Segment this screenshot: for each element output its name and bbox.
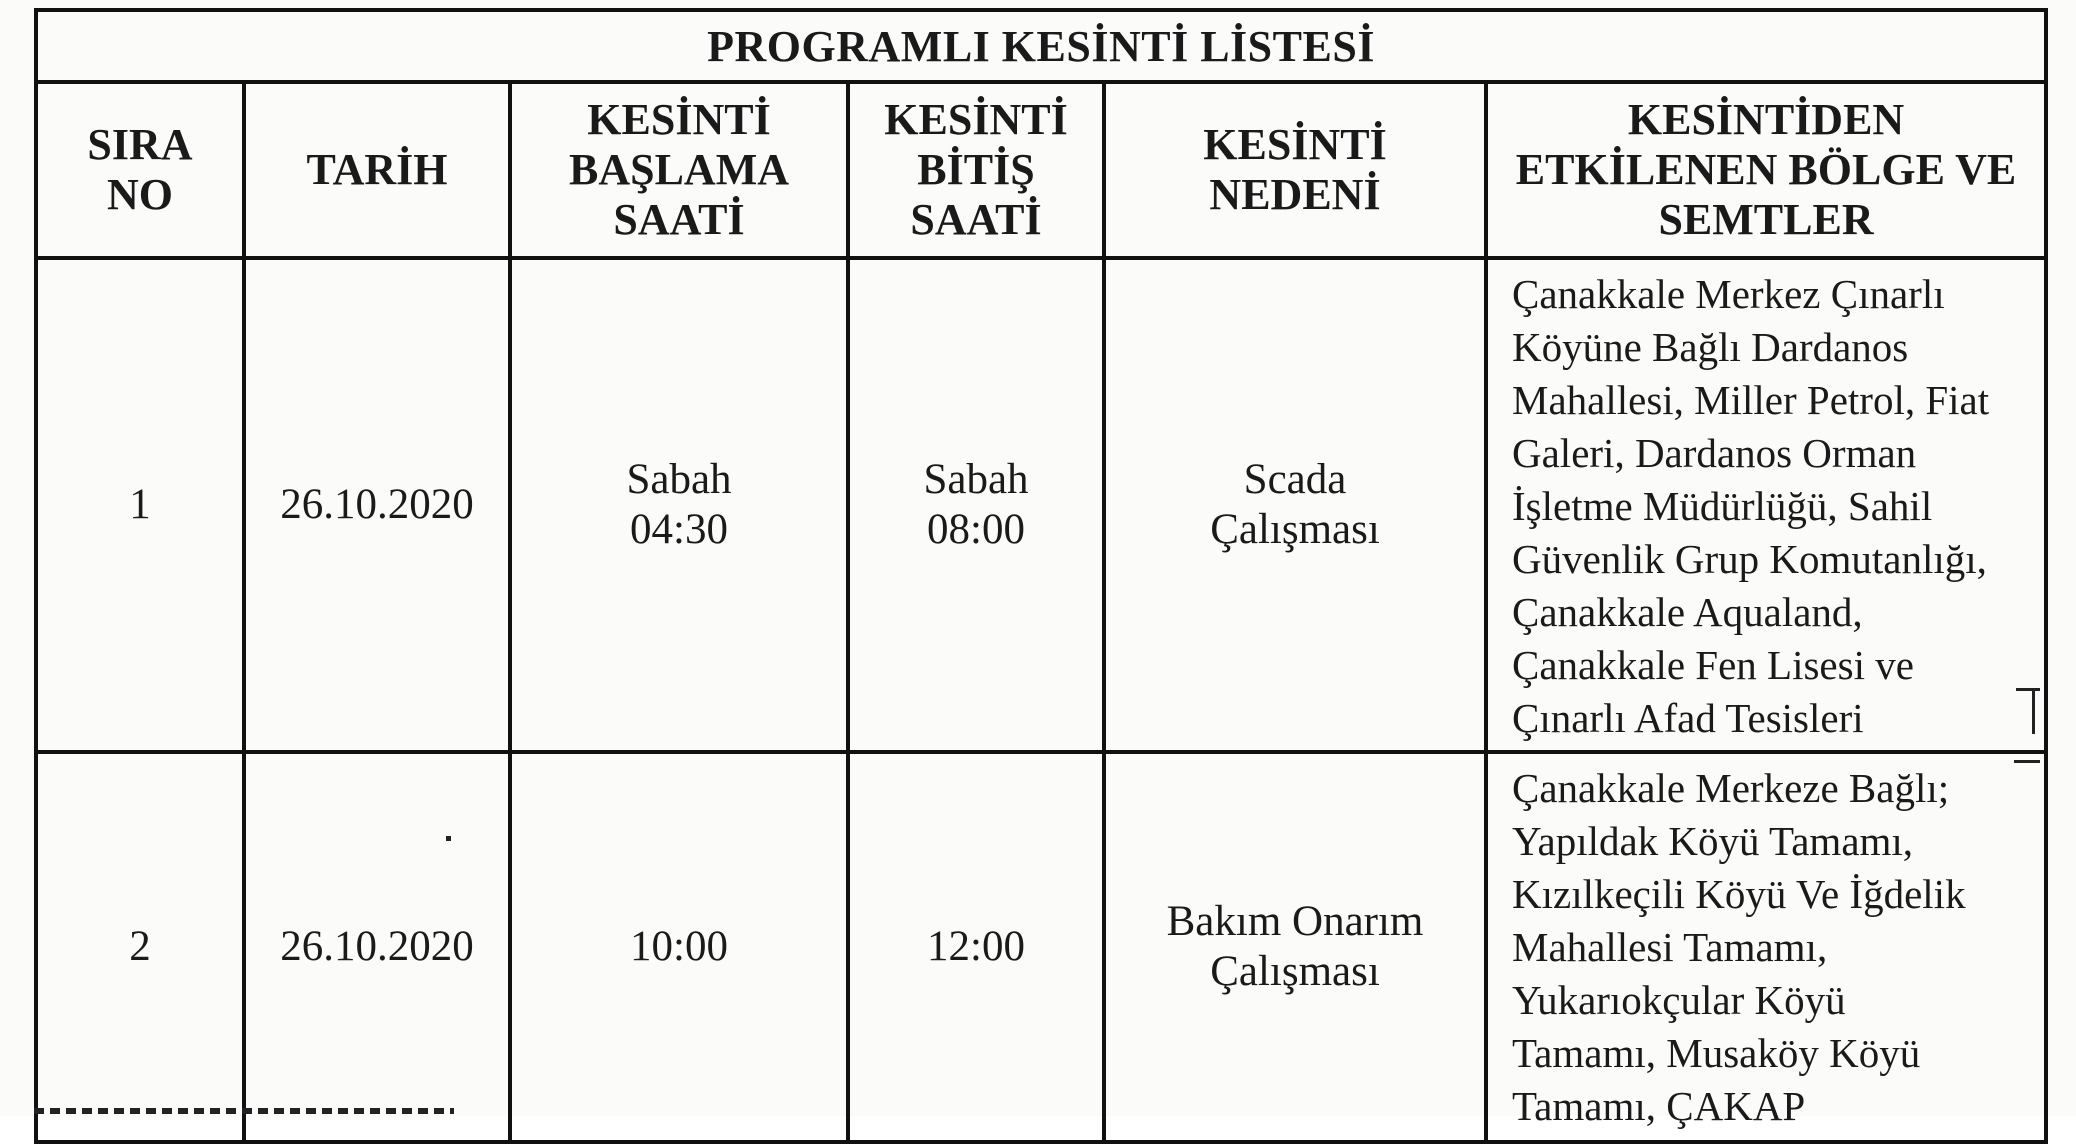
cropped-footer-line [34,1108,454,1114]
region-line: Çanakkale Merkeze Bağlı; [1512,765,1950,811]
region-line: Çanakkale Fen Lisesi ve [1512,642,1914,688]
header-line: BAŞLAMA [568,145,790,194]
cell-line: 08:00 [927,506,1025,553]
title-row [36,10,2046,82]
region-line: Tamamı, ÇAKAP [1512,1083,1806,1129]
cell-line: 12:00 [927,923,1025,970]
cell-line: Scada [1243,456,1347,503]
header-line: NO [107,170,173,219]
row-number: 1 [36,258,244,752]
row-end-time [848,258,1104,752]
region-line: Tamamı, Musaköy Köyü [1512,1030,1921,1076]
header-line: ETKİLENEN BÖLGE VE [1515,145,2017,194]
scan-artifact [2014,760,2040,763]
header-sira-no [36,82,244,258]
region-line: Çanakkale Merkez Çınarlı [1512,271,1945,317]
scan-artifact [2016,688,2040,691]
header-line: NEDENİ [1209,170,1381,219]
region-line: Köyüne Bağlı Dardanos [1512,324,1909,370]
outage-table [34,8,2048,1144]
header-line: KESİNTİ [587,95,771,144]
row-end-time [848,752,1104,1142]
header-etkilenen-bolge [1486,82,2046,258]
row-date: 26.10.2020 [244,258,510,752]
row-number: 2 [36,752,244,1142]
region-line: Yukarıokçular Köyü [1512,977,1846,1023]
row-reason [1104,258,1486,752]
row-start-time [510,258,848,752]
row-reason [1104,752,1486,1142]
region-line: Mahallesi Tamamı, [1512,924,1828,970]
cropped-footer-text [34,1104,634,1116]
header-kesinti-nedeni [1104,82,1486,258]
header-baslama-saati [510,82,848,258]
cell-line: Çalışması [1210,948,1380,995]
header-line: SAATİ [613,195,745,244]
table-row [36,752,2046,1142]
region-line: Kızılkeçili Köyü Ve İğdelik [1512,871,1966,917]
header-line: KESİNTİDEN [1627,95,1905,144]
header-line: KESİNTİ [884,95,1068,144]
header-line: KESİNTİ [1203,120,1387,169]
header-line: TARİH [306,145,448,194]
cell-line: Çalışması [1210,506,1380,553]
row-start-time [510,752,848,1142]
cell-line: 04:30 [630,506,728,553]
table-title: PROGRAMLI KESİNTİ LİSTESİ [36,10,2046,82]
region-line: Çınarlı Afad Tesisleri [1512,695,1864,741]
scan-artifact [2032,690,2035,734]
region-line: Mahallesi, Miller Petrol, Fiat [1512,377,1990,423]
cell-line: 10:00 [630,923,728,970]
header-bitis-saati [848,82,1104,258]
header-row [36,82,2046,258]
cell-line: Sabah [923,456,1029,503]
header-tarih [244,82,510,258]
row-regions [1486,258,2046,752]
table-row [36,258,2046,752]
header-line: SIRA [87,120,193,169]
region-line: Güvenlik Grup Komutanlığı, [1512,536,1987,582]
row-regions [1486,752,2046,1142]
scan-artifact [446,836,451,841]
header-line: SEMTLER [1658,195,1874,244]
header-line: SAATİ [910,195,1042,244]
region-line: Galeri, Dardanos Orman [1512,430,1917,476]
region-line: İşletme Müdürlüğü, Sahil [1512,483,1933,529]
region-line: Çanakkale Aqualand, [1512,589,1863,635]
cell-line: Bakım Onarım [1166,898,1424,945]
header-line: BİTİŞ [917,145,1035,194]
row-date: 26.10.2020 [244,752,510,1142]
cell-line: Sabah [626,456,732,503]
region-line: Yapıldak Köyü Tamamı, [1512,818,1914,864]
